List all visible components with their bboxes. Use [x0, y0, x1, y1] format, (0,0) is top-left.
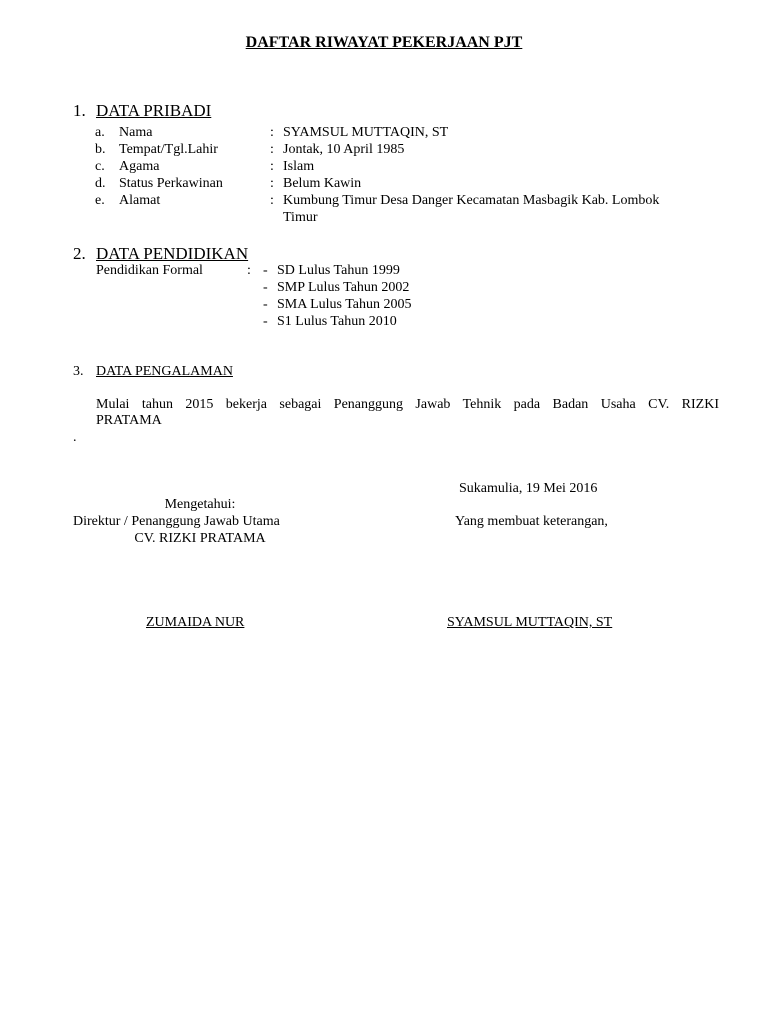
list-dash: - [263, 280, 268, 295]
education-entry: SMA Lulus Tahun 2005 [277, 297, 412, 312]
list-dash: - [263, 314, 268, 329]
row-colon: : [270, 142, 274, 157]
list-dash: - [263, 297, 268, 312]
section-number: 3. [73, 364, 84, 379]
director-title: Direktur / Penanggung Jawab Utama [73, 514, 280, 529]
stray-dot: . [73, 430, 77, 445]
row-letter: e. [95, 193, 105, 208]
education-entry: SMP Lulus Tahun 2002 [277, 280, 410, 295]
section-title: DATA PENDIDIKAN [96, 244, 249, 263]
row-letter: a. [95, 125, 105, 140]
document-title: DAFTAR RIWAYAT PEKERJAAN PJT [245, 34, 523, 51]
row-value: SYAMSUL MUTTAQIN, ST [283, 125, 449, 140]
row-colon: : [270, 193, 274, 208]
formal-education-colon: : [247, 263, 251, 278]
row-value: Islam [283, 159, 315, 174]
row-label: Agama [119, 159, 160, 174]
row-value: Jontak, 10 April 1985 [283, 142, 405, 157]
row-label: Tempat/Tgl.Lahir [119, 142, 218, 157]
education-entry: SD Lulus Tahun 1999 [277, 263, 400, 278]
row-label: Alamat [119, 193, 161, 208]
row-value: Kumbung Timur Desa Danger Kecamatan Masbagik Kab. Lombok [283, 193, 660, 208]
row-colon: : [270, 125, 274, 140]
place-date: Sukamulia, 19 Mei 2016 [459, 481, 598, 496]
section-title: DATA PRIBADI [96, 101, 212, 120]
row-value: Belum Kawin [283, 176, 362, 191]
section-number: 1. [73, 101, 86, 120]
section-number: 2. [73, 244, 86, 263]
row-value-continued: Timur [283, 210, 318, 225]
acknowledged-label: Mengetahui: [164, 497, 236, 512]
education-entry: S1 Lulus Tahun 2010 [277, 314, 397, 329]
row-letter: b. [95, 142, 106, 157]
statement-maker-label: Yang membuat keterangan, [455, 514, 608, 529]
row-label: Status Perkawinan [119, 176, 223, 191]
row-letter: d. [95, 176, 106, 191]
row-label: Nama [119, 125, 153, 140]
row-colon: : [270, 159, 274, 174]
left-signatory-name: ZUMAIDA NUR [146, 615, 245, 630]
row-letter: c. [95, 159, 105, 174]
experience-paragraph-line1: Mulai tahun 2015 bekerja sebagai Penanggung Jawab Tehnik pada Badan Usaha CV. RIZKI [96, 397, 719, 412]
row-colon: : [270, 176, 274, 191]
company-name: CV. RIZKI PRATAMA [134, 531, 266, 546]
formal-education-label: Pendidikan Formal [96, 263, 203, 278]
list-dash: - [263, 263, 268, 278]
experience-paragraph-line2: PRATAMA [96, 413, 162, 428]
section-title: DATA PENGALAMAN [96, 364, 233, 379]
right-signatory-name: SYAMSUL MUTTAQIN, ST [447, 615, 613, 630]
